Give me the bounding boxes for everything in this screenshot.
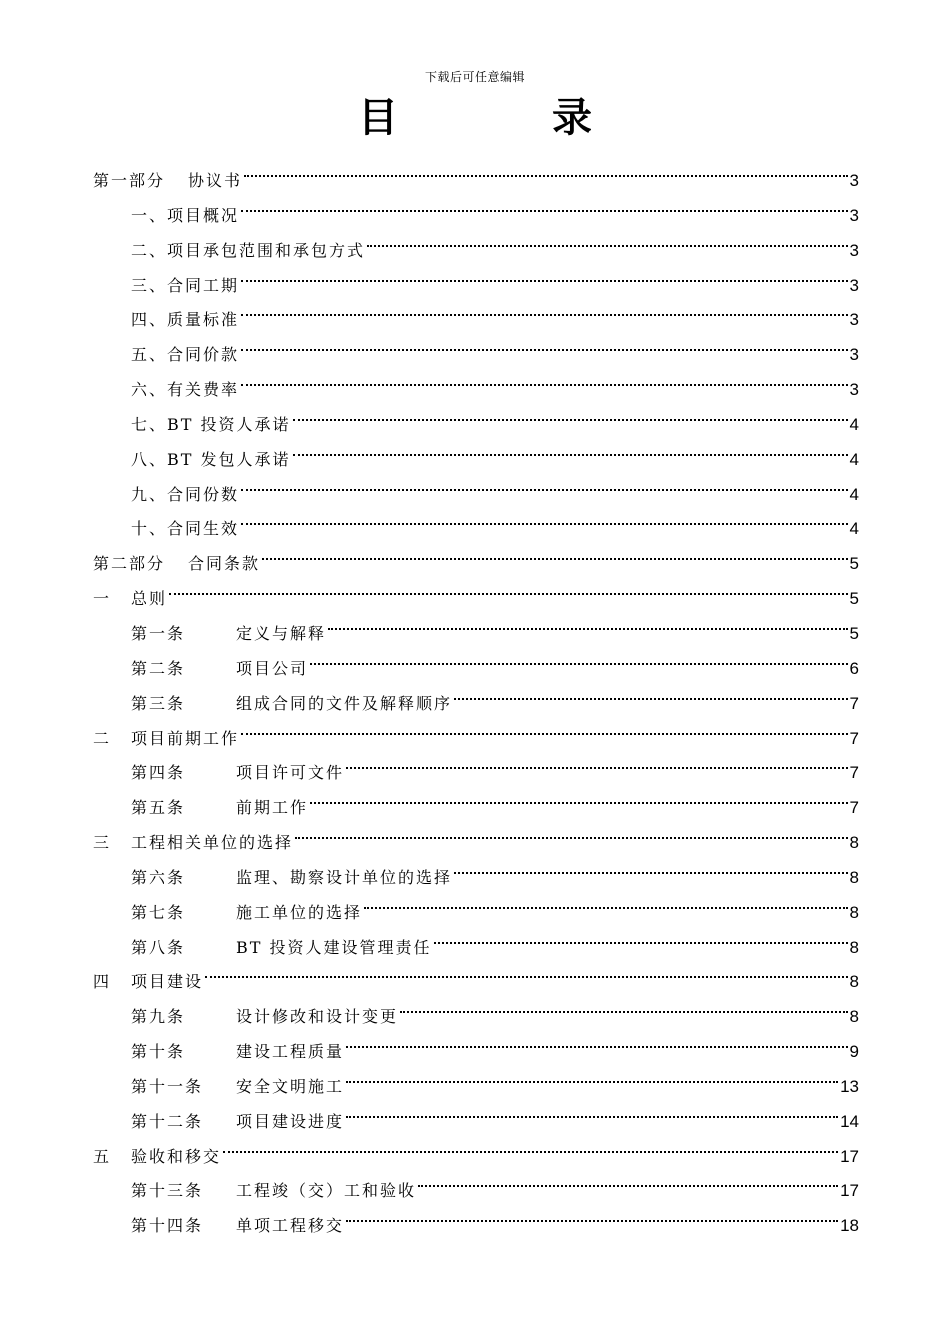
- toc-page-number: 3: [849, 380, 859, 400]
- dot-leader: [241, 257, 848, 291]
- toc-page-number: 8: [849, 1007, 859, 1027]
- toc-page-number: 8: [849, 833, 859, 853]
- toc-page-number: 4: [849, 414, 859, 434]
- dot-leader: [241, 710, 848, 744]
- toc-page-number: 17: [840, 1146, 859, 1166]
- toc-entry-number: 第三条: [131, 693, 186, 713]
- toc-entry-title: 三、合同工期: [131, 275, 240, 295]
- toc-entry-number: 一: [93, 589, 112, 609]
- toc-entry-title: 一、项目概况: [131, 205, 240, 225]
- toc-page-number: 8: [849, 972, 859, 992]
- toc-entry-title: 四、质量标准: [131, 310, 240, 330]
- dot-leader: [364, 884, 848, 918]
- dot-leader: [434, 919, 848, 953]
- toc-section-entry[interactable]: [93, 570, 859, 609]
- toc-page-number: 18: [840, 1216, 859, 1236]
- toc-entry-number: 第十四条: [131, 1216, 204, 1236]
- toc-subsection-entry[interactable]: [93, 605, 859, 643]
- dot-leader: [293, 431, 848, 465]
- dot-leader: [241, 326, 848, 360]
- toc-entry-number: 第八条: [131, 937, 186, 957]
- toc-page-number: 7: [849, 798, 859, 818]
- toc-entry-title: 项目建设: [131, 972, 204, 992]
- dot-leader: [169, 570, 848, 604]
- dot-leader: [262, 535, 848, 569]
- toc-entry-title: 五、合同价款: [131, 345, 240, 365]
- dot-leader: [454, 675, 848, 709]
- toc-entry-number: 第五条: [131, 798, 186, 818]
- toc-page-number: 3: [849, 345, 859, 365]
- dot-leader: [295, 814, 848, 848]
- dot-leader: [346, 1058, 838, 1092]
- dot-leader: [367, 222, 848, 256]
- toc-entry-title: 项目许可文件: [236, 763, 345, 783]
- dot-leader: [241, 187, 848, 221]
- toc-page-number: 8: [849, 867, 859, 887]
- toc-entry-number: 第二条: [131, 658, 186, 678]
- toc-page-number: 4: [849, 449, 859, 469]
- toc-page-number: 5: [849, 554, 859, 574]
- toc-page-number: 7: [849, 728, 859, 748]
- toc-page-number: 5: [849, 623, 859, 643]
- toc-page-number: 3: [849, 240, 859, 260]
- toc-page-number: 8: [849, 937, 859, 957]
- dot-leader: [418, 1162, 838, 1196]
- toc-entry-title: 六、有关费率: [131, 380, 240, 400]
- toc-entry-number: 第十三条: [131, 1181, 204, 1201]
- toc-page-number: 7: [849, 763, 859, 783]
- toc-entry-title: 二、项目承包范围和承包方式: [131, 240, 366, 260]
- dot-leader: [346, 1197, 838, 1231]
- toc-entry-title: 十、合同生效: [131, 519, 240, 539]
- toc-entry-title: 项目前期工作: [131, 728, 240, 748]
- toc-page-number: 17: [840, 1181, 859, 1201]
- toc-entry-number: 二: [93, 728, 112, 748]
- dot-leader: [205, 953, 848, 987]
- toc-page-number: 4: [849, 519, 859, 539]
- toc-section-entry[interactable]: [93, 953, 859, 992]
- dot-leader: [310, 779, 848, 813]
- toc-entry-number: 第六条: [131, 867, 186, 887]
- dot-leader: [241, 291, 848, 325]
- header-note: 下载后可任意编辑: [424, 70, 525, 84]
- toc-page-number: 3: [849, 275, 859, 295]
- toc-page-number: 8: [849, 902, 859, 922]
- dot-leader: [244, 152, 848, 186]
- toc-entry-title: 监理、勘察设计单位的选择: [236, 867, 453, 887]
- toc-entry-number: 第十条: [131, 1042, 186, 1062]
- toc-page-number: 3: [849, 171, 859, 190]
- table-of-contents: [93, 152, 859, 1236]
- toc-entry-number: 第七条: [131, 902, 186, 922]
- toc-entry-title: 单项工程移交: [236, 1216, 345, 1236]
- toc-page-number: 13: [840, 1076, 859, 1096]
- page-title: 目 录: [358, 95, 662, 141]
- dot-leader: [241, 361, 848, 395]
- dot-leader: [454, 849, 848, 883]
- toc-entry-number: 第一条: [131, 623, 186, 643]
- toc-entry-title: 项目建设进度: [236, 1111, 345, 1131]
- toc-page-number: 7: [849, 693, 859, 713]
- toc-entry-title: 安全文明施工: [236, 1076, 345, 1096]
- toc-entry-title: 验收和移交: [131, 1146, 222, 1166]
- toc-page-number: 3: [849, 310, 859, 330]
- dot-leader: [328, 605, 848, 639]
- toc-entry-title: 设计修改和设计变更: [236, 1007, 399, 1027]
- toc-entry-number: 三: [93, 833, 112, 853]
- toc-subsection-entry[interactable]: [93, 988, 859, 1027]
- toc-section-entry[interactable]: [93, 152, 859, 190]
- toc-entry-number: 第二部分: [93, 554, 166, 574]
- toc-entry-number: 第九条: [131, 1007, 186, 1027]
- dot-leader: [346, 1023, 848, 1057]
- toc-page-number: 9: [849, 1042, 859, 1062]
- toc-page-number: 6: [849, 658, 859, 678]
- toc-entry-title: 组成合同的文件及解释顺序: [236, 693, 453, 713]
- toc-entry-title: 施工单位的选择: [236, 902, 363, 922]
- dot-leader: [346, 744, 848, 778]
- toc-entry-title: 九、合同份数: [131, 484, 240, 504]
- dot-leader: [241, 466, 848, 500]
- toc-page-number: 5: [849, 589, 859, 609]
- toc-entry-title: 合同条款: [188, 554, 261, 574]
- toc-page-number: 14: [840, 1111, 859, 1131]
- toc-entry-title: 工程竣（交）工和验收: [236, 1181, 417, 1201]
- toc-entry-title: 八、BT 发包人承诺: [131, 449, 291, 469]
- dot-leader: [310, 640, 848, 674]
- toc-entry-number: 第十二条: [131, 1111, 204, 1131]
- toc-entry-title: 协议书: [188, 171, 243, 190]
- toc-page-number: 3: [849, 205, 859, 225]
- toc-entry-number: 四: [93, 972, 112, 992]
- dot-leader: [346, 1093, 838, 1127]
- toc-entry-title: 前期工作: [236, 798, 309, 818]
- toc-entry-title: 定义与解释: [236, 623, 327, 643]
- toc-entry-number: 第十一条: [131, 1076, 204, 1096]
- toc-entry-title: 项目公司: [236, 658, 309, 678]
- dot-leader: [400, 988, 848, 1022]
- dot-leader: [293, 396, 848, 430]
- dot-leader: [241, 500, 848, 534]
- toc-entry-title: 七、BT 投资人承诺: [131, 414, 291, 434]
- toc-entry-title: 建设工程质量: [236, 1042, 345, 1062]
- dot-leader: [223, 1128, 838, 1162]
- toc-entry-title: 工程相关单位的选择: [131, 833, 294, 853]
- toc-entry-number: 五: [93, 1146, 112, 1166]
- toc-page-number: 4: [849, 484, 859, 504]
- toc-entry-number: 第一部分: [93, 171, 166, 190]
- toc-entry-title: 总则: [131, 589, 168, 609]
- toc-entry-number: 第四条: [131, 763, 186, 783]
- toc-entry-title: BT 投资人建设管理责任: [236, 937, 432, 957]
